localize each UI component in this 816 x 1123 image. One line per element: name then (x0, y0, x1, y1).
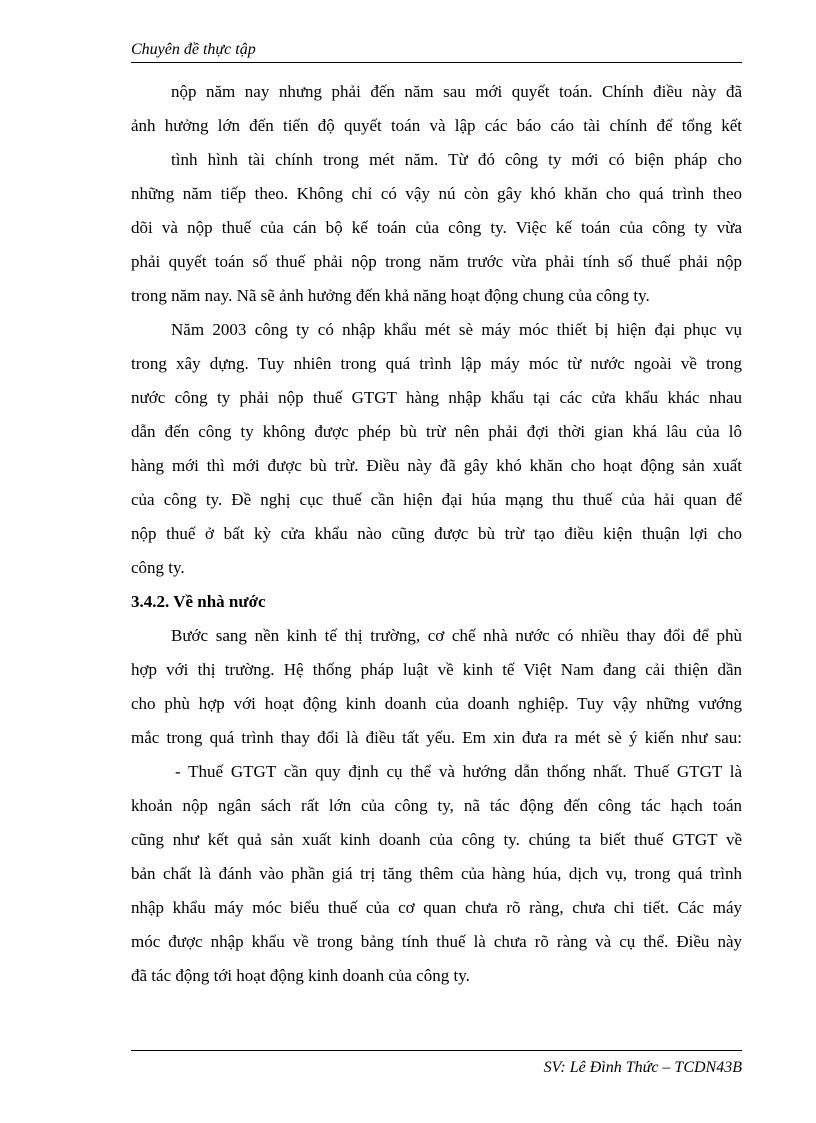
text-line: hợp với thị trường. Hệ thống pháp luật về kinh tế Việt Nam đang cải thiện dần (131, 660, 742, 679)
text-line: cũng như kết quả sản xuất kinh doanh của công ty. chúng ta biết thuế GTGT về (131, 830, 742, 849)
text-line: dõi và nộp thuế của cán bộ kế toán của công ty. Việc kế toán của công ty vừa (131, 218, 742, 237)
footer-text: SV: Lê Đình Thức – TCDN43B (543, 1059, 742, 1076)
text-line: bản chất là đánh vào phần giá trị tăng thêm của hàng húa, dịch vụ, trong quá trình (131, 864, 742, 883)
text-line: mắc trong quá trình thay đổi là điều tất yếu. Em xin đưa ra mét sè ý kiến như sau: (131, 728, 742, 747)
text-line: đã tác động tới hoạt động kinh doanh của công ty. (131, 966, 470, 985)
text-line: trong năm nay. Nã sẽ ảnh hưởng đến khả năng hoạt động chung của công ty. (131, 286, 650, 305)
text-line: nước công ty phải nộp thuế GTGT hàng nhập khẩu tại các cửa khẩu khác nhau (131, 388, 742, 407)
text-line: phải quyết toán số thuế phải nộp trong năm trước vừa phải tính số thuế phải nộp (131, 252, 742, 271)
text-line: nộp thuế ở bất kỳ cửa khẩu nào cũng được bù trừ tạo điều kiện thuận lợi cho (131, 524, 742, 543)
text-line: móc được nhập khẩu về trong bảng tính thuế là chưa rõ ràng và cụ thể. Điều này (131, 932, 742, 951)
text-line: trong xây dựng. Tuy nhiên trong quá trình lập máy móc từ nước ngoài về trong (131, 354, 742, 373)
text-line: những năm tiếp theo. Không chỉ có vậy nú còn gây khó khăn cho quá trình theo (131, 184, 742, 203)
text-line: Năm 2003 công ty có nhập khẩu mét sè máy móc thiết bị hiện đại phục vụ (171, 320, 742, 339)
text-line: tình hình tài chính trong mét năm. Từ đó công ty mới có biện pháp cho (171, 150, 742, 169)
text-line: nhập khẩu máy móc biểu thuế của cơ quan chưa rõ ràng, chưa chi tiết. Các máy (131, 898, 742, 917)
text-line: Bước sang nền kinh tế thị trường, cơ chế nhà nước có nhiều thay đổi để phù (171, 626, 742, 645)
document-body (131, 75, 742, 993)
text-line: ảnh hưởng lớn đến tiến độ quyết toán và lập các báo cáo tài chính để tổng kết (131, 116, 742, 135)
page-footer (131, 1050, 742, 1077)
text-line: khoản nộp ngân sách rất lớn của công ty, nã tác động đến công tác hạch toán (131, 796, 742, 815)
text-line: hàng mới thì mới được bù trừ. Điều này đã gây khó khăn cho hoạt động sản xuất (131, 456, 742, 475)
bullet-line: - Thuế GTGT cần quy định cụ thể và hướng dẫn thống nhất. Thuế GTGT là (175, 762, 742, 781)
page-header (131, 40, 742, 63)
text-line: của công ty. Đề nghị cục thuế cần hiện đại húa mạng thu thuế của hải quan để (131, 490, 742, 509)
text-line: dẫn đến công ty không được phép bù trừ nên phải đợi thời gian khá lâu của lô (131, 422, 742, 441)
text-line: cho phù hợp với hoạt động kinh doanh của doanh nghiệp. Tuy vậy những vướng (131, 694, 742, 713)
text-line: công ty. (131, 558, 185, 577)
header-title: Chuyên đề thực tập (131, 41, 256, 58)
section-heading: 3.4.2. Về nhà nước (131, 592, 266, 611)
text-line: nộp năm nay nhưng phải đến năm sau mới quyết toán. Chính điều này đã (171, 82, 742, 101)
